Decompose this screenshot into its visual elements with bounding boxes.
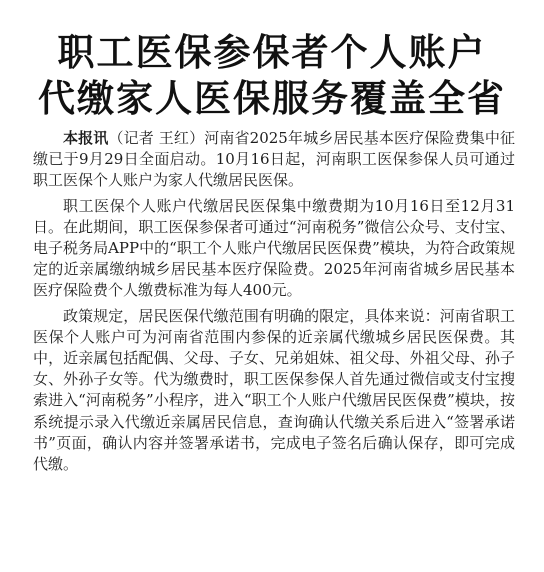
paragraph-3: 政策规定，居民医保代缴范围有明确的限定，具体来说：河南省职工医保个人账户可为河南省范围内参保的近亲属代缴城乡居民医保费。其中，近亲属包括配偶、父母、子女、兄弟姐妹、祖父母、外祖父母、孙子女、外孙子女等。代为缴费时，职工医保参保人首先通过微信或支付宝搜索进入“河南税务”小程序，进入“职工个人账户代缴居民医保费”模块，按系统提示录入代缴近亲属居民信息，查询确认代缴关系后进入“签署承诺书”页面，确认内容并签署承诺书，完成电子签名后确认保存，即可完成代缴。 — [33, 306, 515, 474]
paragraph-1 — [33, 128, 515, 192]
headline-line-2: 代缴家人医保服务覆盖全省 — [38, 77, 506, 120]
byline: 本报讯 — [63, 129, 109, 147]
article-body — [33, 128, 515, 479]
headline-line-1: 职工医保参保者个人账户 — [57, 31, 487, 74]
headline — [0, 30, 544, 122]
paragraph-1-text: 河南省2025年城乡居民基本医疗保险费集中征缴已于9月29日全面启动。10月16日起，河南职工医保参保人员可通过职工医保个人账户为家人代缴居民医保。 — [33, 129, 515, 190]
byline-reporter: （记者 王红） — [108, 129, 205, 147]
paragraph-2: 职工医保个人账户代缴居民医保集中缴费期为10月16日至12月31日。在此期间，职工医保参保者可通过“河南税务”微信公众号、支付宝、电子税务局APP中的“职工个人账户代缴居民医保费”模块，为符合政策规定的近亲属缴纳城乡居民基本医疗保险费。2025年河南省城乡居民基本医疗保险费个人缴费标准为每人400元。 — [33, 196, 515, 300]
